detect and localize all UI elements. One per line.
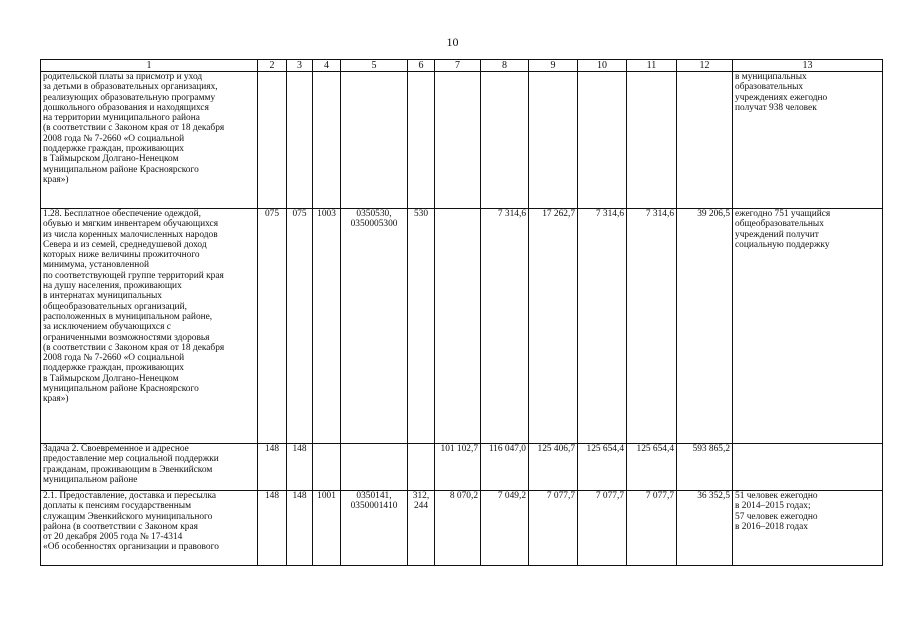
header-cell-12: 12 — [677, 60, 733, 72]
cell-col2: 148 — [258, 444, 287, 491]
cell-col6: 312, 244 — [408, 491, 435, 566]
header-cell-1: 1 — [41, 60, 258, 72]
cell-col2: 075 — [258, 209, 287, 444]
cell-col12 — [677, 72, 733, 209]
row-description: Задача 2. Своевременное и адресное предоставление мер социальной поддержки гражданам, проживающим в Эвенкийском муниципальном районе — [41, 444, 258, 491]
row-note: в муниципальных образовательных учреждениях ежегодно получат 938 человек — [733, 72, 883, 209]
cell-col4: 1001 — [313, 491, 341, 566]
cell-col12: 593 865,2 — [677, 444, 733, 491]
cell-col5: 0350530, 0350005300 — [341, 209, 408, 444]
header-cell-13: 13 — [733, 60, 883, 72]
cell-col10: 7 314,6 — [578, 209, 627, 444]
header-cell-10: 10 — [578, 60, 627, 72]
table-row — [41, 209, 883, 444]
cell-col10: 7 077,7 — [578, 491, 627, 566]
row-description: 2.1. Предоставление, доставка и пересылка доплаты к пенсиям государственным служащим Эвенкийского муниципального района (в соответствии с Законом края от 20 декабря 2005 года № 17-4314 «Об особенностях организации и правового — [41, 491, 258, 566]
cell-col10: 125 654,4 — [578, 444, 627, 491]
header-cell-4: 4 — [313, 60, 341, 72]
page-number: 10 — [446, 35, 459, 49]
cell-col5 — [341, 444, 408, 491]
cell-col5 — [341, 72, 408, 209]
cell-col8 — [481, 72, 529, 209]
table-row — [41, 444, 883, 491]
header-cell-2: 2 — [258, 60, 287, 72]
row-note: ежегодно 751 учащийся общеобразовательных учреждений получит социальную поддержку — [733, 209, 883, 444]
cell-col3: 148 — [287, 444, 313, 491]
cell-col4 — [313, 444, 341, 491]
header-cell-9: 9 — [529, 60, 578, 72]
cell-col11 — [627, 72, 677, 209]
cell-col10 — [578, 72, 627, 209]
cell-col3 — [287, 72, 313, 209]
row-note: 51 человек ежегодно в 2014–2015 годах; 57 человек ежегодно в 2016–2018 годах — [733, 491, 883, 566]
header-cell-6: 6 — [408, 60, 435, 72]
row-description: 1.28. Бесплатное обеспечение одеждой, обувью и мягким инвентарем обучающихся из числа коренных малочисленных народов Севера и из семей, среднедушевой доход которых ниже величины прожиточного минимума, установленной по соответствующей группе территорий края на душу населения, проживающих в интернатах муниципальных общеобразовательных организаций, расположенных в муниципальном районе, за исключением обучающихся с ограниченными возможностями здоровья (в соответствии с Законом края от 18 декабря 2008 года № 7-2660 «О социальной поддержке граждан, проживающих в Таймырском Долгано-Ненецком муниципальном районе Красноярского края») — [41, 209, 258, 444]
cell-col11: 7 314,6 — [627, 209, 677, 444]
cell-col2 — [258, 72, 287, 209]
cell-col7: 101 102,7 — [435, 444, 481, 491]
cell-col2: 148 — [258, 491, 287, 566]
cell-col7: 8 070,2 — [435, 491, 481, 566]
row-description: родительской платы за присмотр и уход за детьми в образовательных организациях, реализующих образовательную программу дошкольного образования и находящихся на территории муниципального района (в соответствии с Законом края от 18 декабря 2008 года № 7-2660 «О социальной поддержке граждан, проживающих в Таймырском Долгано-Ненецком муниципальном районе Красноярского края») — [41, 72, 258, 209]
cell-col4 — [313, 72, 341, 209]
table-row — [41, 72, 883, 209]
cell-col8: 116 047,0 — [481, 444, 529, 491]
header-cell-11: 11 — [627, 60, 677, 72]
cell-col8: 7 049,2 — [481, 491, 529, 566]
cell-col4: 1003 — [313, 209, 341, 444]
header-cell-5: 5 — [341, 60, 408, 72]
program-table — [40, 59, 883, 566]
cell-col9: 125 406,7 — [529, 444, 578, 491]
cell-col3: 075 — [287, 209, 313, 444]
cell-col3: 148 — [287, 491, 313, 566]
row-note — [733, 444, 883, 491]
header-row — [41, 60, 883, 72]
cell-col11: 7 077,7 — [627, 491, 677, 566]
cell-col9: 17 262,7 — [529, 209, 578, 444]
cell-col12: 39 206,5 — [677, 209, 733, 444]
cell-col12: 36 352,5 — [677, 491, 733, 566]
header-cell-8: 8 — [481, 60, 529, 72]
cell-col9 — [529, 72, 578, 209]
cell-col11: 125 654,4 — [627, 444, 677, 491]
header-cell-7: 7 — [435, 60, 481, 72]
cell-col5: 0350141, 0350001410 — [341, 491, 408, 566]
cell-col7 — [435, 72, 481, 209]
cell-col8: 7 314,6 — [481, 209, 529, 444]
cell-col6 — [408, 72, 435, 209]
table-row — [41, 491, 883, 566]
cell-col9: 7 077,7 — [529, 491, 578, 566]
cell-col6: 530 — [408, 209, 435, 444]
cell-col7 — [435, 209, 481, 444]
cell-col6 — [408, 444, 435, 491]
header-cell-3: 3 — [287, 60, 313, 72]
